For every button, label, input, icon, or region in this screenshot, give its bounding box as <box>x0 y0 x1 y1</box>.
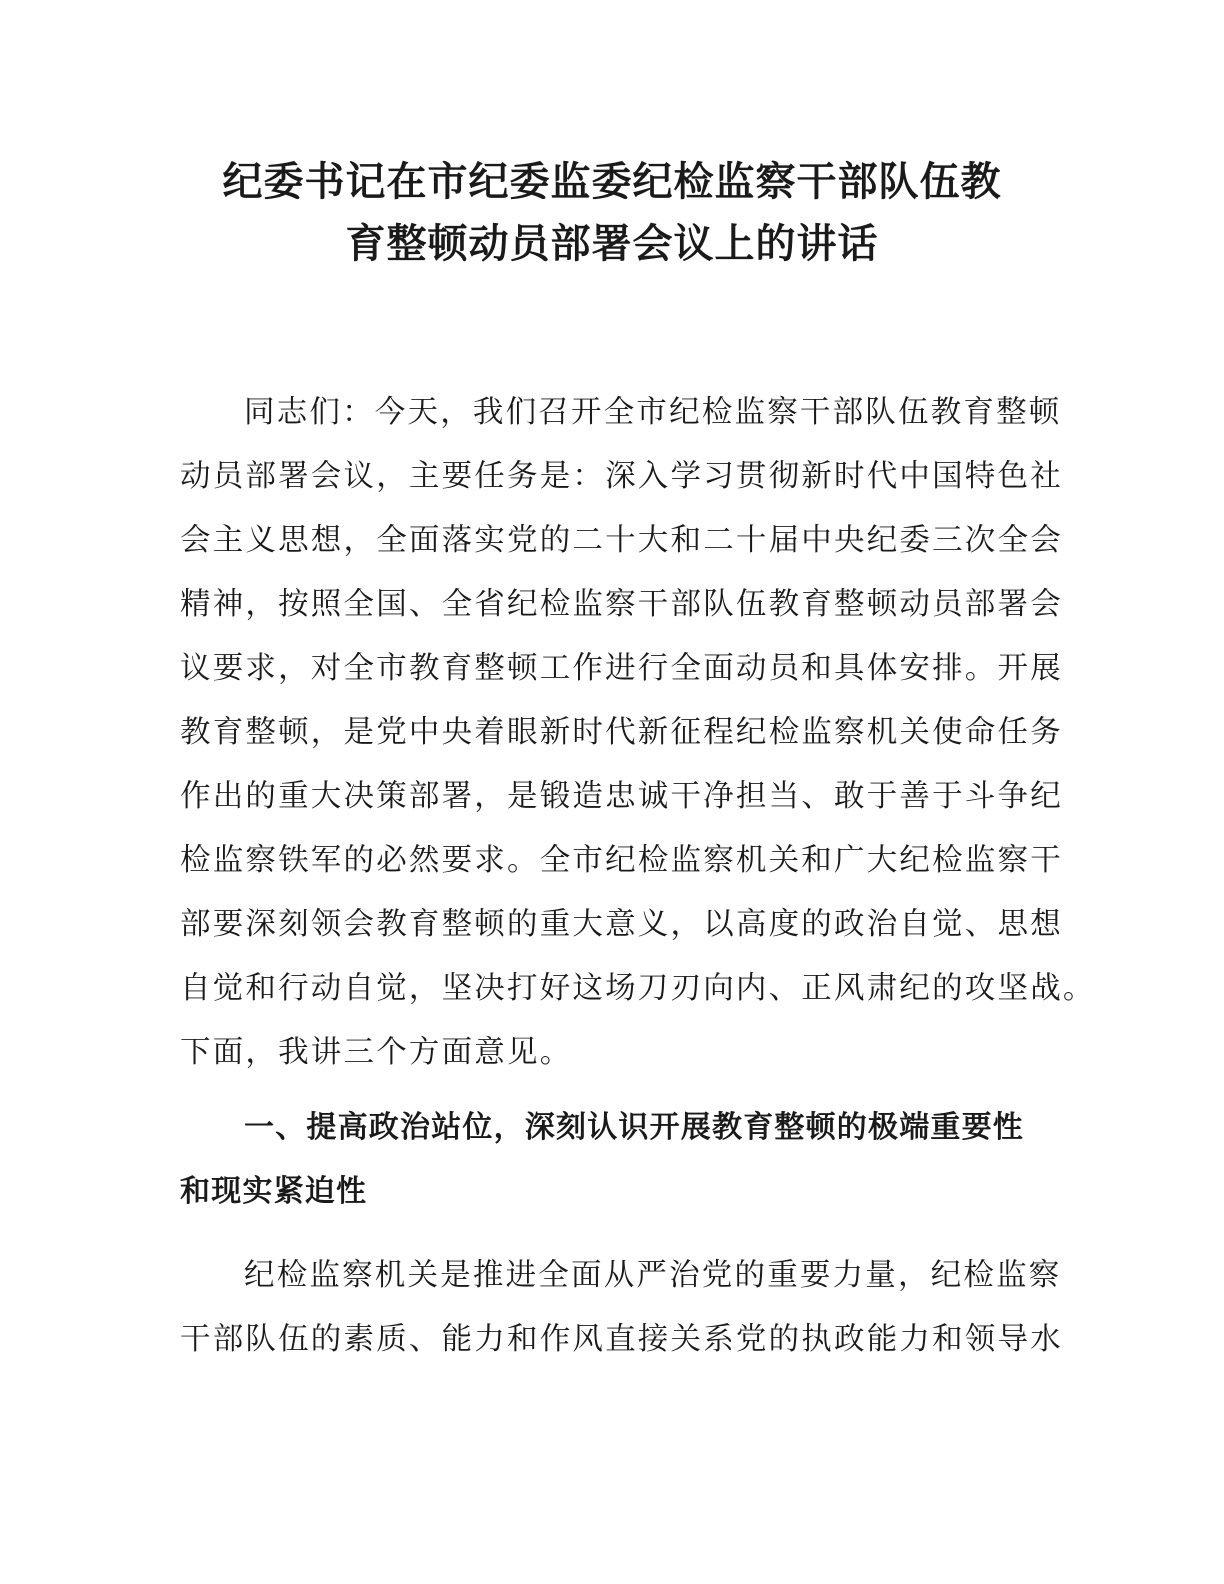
paragraph-line: 议要求，对全市教育整顿工作进行全面动员和具体安排。开展 <box>180 651 1063 686</box>
paragraph-line: 作出的重大决策部署，是锻造忠诚干净担当、敢于善于斗争纪 <box>180 779 1063 814</box>
paragraph-line: 会主义思想，全面落实党的二十大和二十届中央纪委三次全会 <box>180 523 1063 558</box>
paragraph-line: 精神，按照全国、全省纪检监察干部队伍教育整顿动员部署会 <box>180 587 1063 622</box>
section-heading-1 <box>180 1096 1048 1224</box>
paragraph-line: 下面，我讲三个方面意见。 <box>180 1035 573 1070</box>
paragraph-line: 教育整顿，是党中央着眼新时代新征程纪检监察机关使命任务 <box>180 715 1063 750</box>
paragraph-line: 部要深刻领会教育整顿的重大意义，以高度的政治自觉、思想 <box>180 907 1063 942</box>
paragraph-line: 动员部署会议，主要任务是：深入学习贯彻新时代中国特色社 <box>180 459 1063 494</box>
document-title-line-1: 纪委书记在市纪委监委纪检监察干部队伍教 <box>222 159 1002 205</box>
document-title-line-2: 育整顿动员部署会议上的讲话 <box>345 221 879 267</box>
opening-paragraph <box>180 381 1096 1085</box>
paragraph-line: 检监察铁军的必然要求。全市纪检监察机关和广大纪检监察干 <box>180 843 1063 878</box>
paragraph-line: 自觉和行动自觉，坚决打好这场刀刃向内、正风肃纪的攻坚战。 <box>180 971 1096 1006</box>
paragraph-line: 干部队伍的素质、能力和作风直接关系党的执政能力和领导水 <box>180 1322 1063 1357</box>
section-1-paragraph <box>180 1244 1063 1372</box>
heading-line: 和现实紧迫性 <box>180 1174 368 1209</box>
heading-line: 一、提高政治站位，深刻认识开展教育整顿的极端重要性 <box>244 1110 1024 1145</box>
paragraph-line: 同志们：今天，我们召开全市纪检监察干部队伍教育整顿 <box>244 395 1062 430</box>
paragraph-line: 纪检监察机关是推进全面从严治党的重要力量，纪检监察 <box>244 1258 1062 1293</box>
